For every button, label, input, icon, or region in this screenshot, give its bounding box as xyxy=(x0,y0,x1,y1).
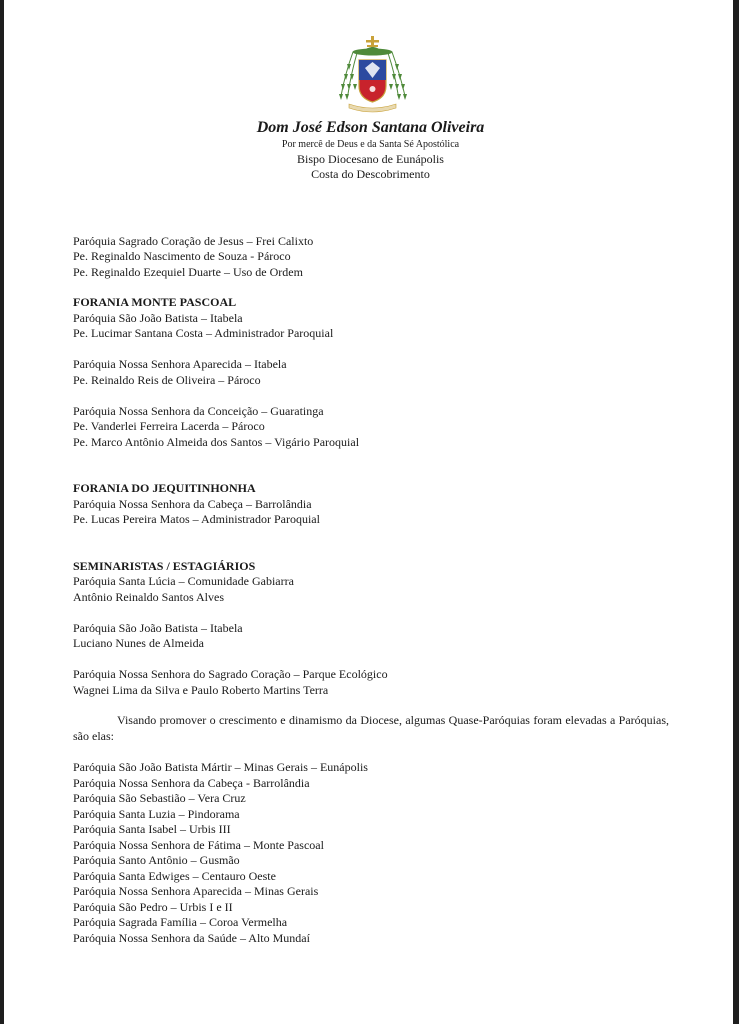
bishop-name: Dom José Edson Santana Oliveira xyxy=(256,119,485,136)
priest-line: Pe. Reinaldo Reis de Oliveira – Pároco xyxy=(73,373,261,387)
parish-line: Paróquia São João Batista – Itabela xyxy=(73,621,243,635)
parish-line: Paróquia Nossa Senhora da Conceição – Guaratinga xyxy=(73,404,324,418)
elevated-parish-line: Paróquia Santa Luzia – Pindorama xyxy=(73,807,240,821)
parish-line: Paróquia Nossa Senhora Aparecida – Itabela xyxy=(73,357,287,371)
elevated-parish-line: Paróquia Santo Antônio – Gusmão xyxy=(73,853,240,867)
section-heading-seminaristas: SEMINARISTAS / ESTAGIÁRIOS xyxy=(73,559,256,573)
seminarian-line: Luciano Nunes de Almeida xyxy=(73,636,204,650)
priest-line: Pe. Marco Antônio Almeida dos Santos – Vigário Paroquial xyxy=(73,435,360,449)
priest-line: Pe. Reginaldo Nascimento de Souza - Pároco xyxy=(73,249,291,263)
section-heading-monte-pascoal: FORANIA MONTE PASCOAL xyxy=(73,295,237,309)
priest-line: Pe. Lucas Pereira Matos – Administrador Paroquial xyxy=(73,512,320,526)
letterhead xyxy=(4,118,733,182)
elevated-parish-line: Paróquia Nossa Senhora da Saúde – Alto Mundaí xyxy=(73,931,310,945)
seminarian-line: Wagnei Lima da Silva e Paulo Roberto Martins Terra xyxy=(73,683,329,697)
episcopal-coat-of-arms-icon xyxy=(335,34,411,114)
letterhead-line-3: Costa do Descobrimento xyxy=(311,167,430,181)
letterhead-line-2: Bispo Diocesano de Eunápolis xyxy=(297,152,444,166)
elevation-paragraph: Visando promover o crescimento e dinamismo da Diocese, algumas Quase-Paróquias foram elevadas a Paróquias, são elas: xyxy=(73,713,669,743)
elevated-parish-line: Paróquia Santa Isabel – Urbis III xyxy=(73,822,231,836)
parish-line: Paróquia Nossa Senhora do Sagrado Coração – Parque Ecológico xyxy=(73,667,388,681)
elevated-parish-line: Paróquia Nossa Senhora da Cabeça - Barrolândia xyxy=(73,776,310,790)
parish-line: Paróquia Santa Lúcia – Comunidade Gabiarra xyxy=(73,574,294,588)
elevated-parish-line: Paróquia Nossa Senhora de Fátima – Monte Pascoal xyxy=(73,838,324,852)
seminarian-line: Antônio Reinaldo Santos Alves xyxy=(73,590,224,604)
elevated-parish-line: Paróquia São João Batista Mártir – Minas Gerais – Eunápolis xyxy=(73,760,368,774)
priest-line: Pe. Lucimar Santana Costa – Administrador Paroquial xyxy=(73,326,334,340)
elevated-parish-line: Paróquia Santa Edwiges – Centauro Oeste xyxy=(73,869,276,883)
section-heading-jequitinhonha: FORANIA DO JEQUITINHONHA xyxy=(73,481,256,495)
elevated-parish-line: Paróquia São Sebastião – Vera Cruz xyxy=(73,791,246,805)
document-page xyxy=(4,0,733,1024)
parish-line: Paróquia Nossa Senhora da Cabeça – Barrolândia xyxy=(73,497,312,511)
elevated-parish-line: Paróquia Nossa Senhora Aparecida – Minas Gerais xyxy=(73,884,319,898)
priest-line: Pe. Reginaldo Ezequiel Duarte – Uso de Ordem xyxy=(73,265,303,279)
priest-line: Pe. Vanderlei Ferreira Lacerda – Pároco xyxy=(73,419,265,433)
parish-line: Paróquia Sagrado Coração de Jesus – Frei Calixto xyxy=(73,234,314,248)
letterhead-line-1: Por mercê de Deus e da Santa Sé Apostólica xyxy=(281,139,460,150)
elevated-parish-line: Paróquia São Pedro – Urbis I e II xyxy=(73,900,233,914)
elevated-parish-line: Paróquia Sagrada Família – Coroa Vermelha xyxy=(73,915,288,929)
parish-line: Paróquia São João Batista – Itabela xyxy=(73,311,243,325)
